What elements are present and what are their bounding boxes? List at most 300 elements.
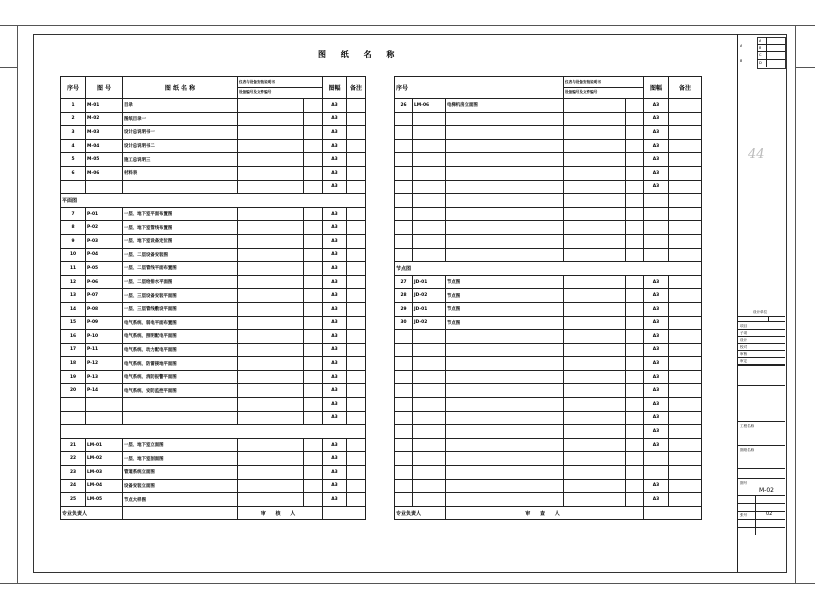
left-cell-note: [347, 370, 366, 384]
right-cell-note: [669, 180, 702, 194]
rev-side-mark-2: B: [740, 59, 743, 63]
right-row: [395, 262, 702, 276]
right-cell-remark-b: [626, 343, 644, 357]
left-header-remark-bottom: 设备编号及文件编号: [239, 90, 272, 94]
sheet-number: 02: [766, 511, 773, 517]
left-header-remark-top: 仪表与设备安装说明书: [238, 78, 322, 88]
right-cell-name: [446, 330, 564, 344]
right-cell-note: [669, 343, 702, 357]
left-cell-no: 23: [61, 466, 86, 480]
left-cell-code: P-12: [86, 357, 123, 371]
right-cell-name: [446, 411, 564, 425]
right-cell-no: [395, 221, 413, 235]
right-cell-code: [413, 139, 446, 153]
right-cell-size: A3: [644, 493, 669, 507]
right-row: [395, 330, 702, 344]
right-cell-no: 29: [395, 302, 413, 316]
right-cell-remark-a: [564, 99, 626, 113]
right-cell-remark-b: [626, 221, 644, 235]
right-cell-no: [395, 153, 413, 167]
rev-line-1: [757, 44, 785, 45]
left-row: [61, 438, 366, 452]
tb-line-11: [737, 511, 785, 512]
right-row: [395, 166, 702, 180]
title-block-field-line: [737, 357, 785, 358]
title-block-field-line: [737, 336, 785, 337]
right-header-remark: [564, 77, 644, 99]
right-cell-remark-b: [626, 207, 644, 221]
left-cell-code: P-11: [86, 343, 123, 357]
right-cell-note: [669, 99, 702, 113]
left-footer-blank: [123, 506, 238, 520]
left-cell-code: LM-03: [86, 466, 123, 480]
left-cell-name: 一层、地下室管线布置图: [123, 221, 238, 235]
tb-line-6: [737, 445, 785, 446]
right-cell-note: [669, 357, 702, 371]
right-row: [395, 466, 702, 480]
left-cell-size: A3: [323, 438, 347, 452]
right-cell-name: [446, 343, 564, 357]
left-cell-remark-a: [238, 112, 304, 126]
right-cell-remark-a: [564, 357, 626, 371]
right-cell-size: A3: [644, 153, 669, 167]
left-row: [61, 466, 366, 480]
left-cell-note: [347, 262, 366, 276]
right-cell-remark-b: [626, 194, 644, 208]
right-cell-no: [395, 357, 413, 371]
title-block-field-line: [737, 329, 785, 330]
right-cell-name: [446, 153, 564, 167]
right-cell-remark-a: [564, 452, 626, 466]
right-cell-code: [413, 234, 446, 248]
right-cell-code: [413, 438, 446, 452]
right-cell-name: [446, 139, 564, 153]
left-cell-code: [86, 398, 123, 412]
left-cell-remark-b: [304, 275, 323, 289]
right-cell-name: [446, 357, 564, 371]
right-cell-remark-a: [564, 411, 626, 425]
frame-left-line: [17, 25, 18, 583]
right-cell-code: [413, 166, 446, 180]
left-row: [61, 234, 366, 248]
left-row: [61, 316, 366, 330]
right-cell-remark-b: [626, 99, 644, 113]
right-cell-remark-a: [564, 493, 626, 507]
left-cell-name: 一层、地下室立面图: [123, 438, 238, 452]
right-cell-size: A3: [644, 302, 669, 316]
right-cell-size: A3: [644, 438, 669, 452]
right-cell-name: [446, 452, 564, 466]
tb-line-8: [737, 478, 785, 479]
left-cell-code: M-04: [86, 139, 123, 153]
drawing-number: M-02: [759, 487, 774, 494]
left-cell-no: [61, 180, 86, 194]
right-cell-code: [413, 384, 446, 398]
right-cell-note: [669, 411, 702, 425]
right-cell-remark-b: [626, 425, 644, 439]
right-cell-size: [644, 221, 669, 235]
left-cell-code: P-05: [86, 262, 123, 276]
right-row: [395, 493, 702, 507]
right-header-remark-bottom: 设备编号及文件编号: [565, 90, 598, 94]
left-row: [61, 139, 366, 153]
company-label: 设计单位: [753, 310, 768, 314]
right-cell-no: [395, 112, 413, 126]
right-cell-note: [669, 153, 702, 167]
right-cell-code: [413, 357, 446, 371]
left-cell-code: P-02: [86, 221, 123, 235]
right-cell-remark-a: [564, 248, 626, 262]
right-row: [395, 194, 702, 208]
left-cell-no: 21: [61, 438, 86, 452]
left-cell-no: 17: [61, 343, 86, 357]
left-cell-code: M-01: [86, 99, 123, 113]
left-cell-code: P-13: [86, 370, 123, 384]
left-cell-remark-b: [304, 207, 323, 221]
left-cell-name: 一层、二层给排水平面图: [123, 275, 238, 289]
right-cell-code: [413, 153, 446, 167]
left-cell-remark-b: [304, 221, 323, 235]
left-cell-no: 4: [61, 139, 86, 153]
left-cell-code: P-03: [86, 234, 123, 248]
left-cell-code: M-03: [86, 126, 123, 140]
right-cell-note: [669, 221, 702, 235]
left-header-no: 序号: [61, 77, 86, 99]
right-cell-code: [413, 370, 446, 384]
tb-vline-1: [768, 316, 769, 321]
right-cell-name: [446, 194, 564, 208]
right-cell-remark-a: [564, 139, 626, 153]
right-cell-remark-a: [564, 153, 626, 167]
left-cell-remark-b: [304, 302, 323, 316]
right-cell-remark-b: [626, 275, 644, 289]
right-footer-responsible: 专业负责人: [395, 506, 446, 520]
left-row: [61, 248, 366, 262]
left-cell-remark-b: [304, 438, 323, 452]
left-row: [61, 289, 366, 303]
right-cell-no: [395, 398, 413, 412]
left-cell-note: [347, 180, 366, 194]
right-cell-note: [669, 139, 702, 153]
left-table-body: [61, 99, 366, 507]
left-cell-code: LM-05: [86, 493, 123, 507]
sheet-title: 图 纸 名 称: [318, 50, 401, 59]
left-row: [61, 99, 366, 113]
rev-label-a: A: [759, 39, 762, 43]
title-block-divider: [737, 34, 738, 572]
right-cell-size: A3: [644, 99, 669, 113]
right-cell-remark-a: [564, 234, 626, 248]
right-cell-no: [395, 452, 413, 466]
left-cell-size: A3: [323, 357, 347, 371]
right-cell-size: A3: [644, 384, 669, 398]
left-cell-code: P-10: [86, 330, 123, 344]
left-cell-name: 电气系统、安防监控平面图: [123, 384, 238, 398]
right-cell-no: [395, 139, 413, 153]
right-cell-size: A3: [644, 330, 669, 344]
right-cell-no: [395, 493, 413, 507]
right-cell-remark-a: [564, 330, 626, 344]
right-cell-size: A3: [644, 316, 669, 330]
title-block-field-label: 项目: [740, 324, 748, 328]
left-cell-size: A3: [323, 493, 347, 507]
right-cell-code: [413, 452, 446, 466]
left-row: [61, 479, 366, 493]
left-cell-name: [123, 180, 238, 194]
left-header-code: 图 号: [86, 77, 123, 99]
left-row: [61, 384, 366, 398]
right-row: [395, 207, 702, 221]
right-drawing-list-table: [394, 76, 702, 520]
left-cell-no: 5: [61, 153, 86, 167]
right-cell-size: A3: [644, 275, 669, 289]
left-cell-code: LM-01: [86, 438, 123, 452]
left-cell-no: 1: [61, 99, 86, 113]
left-cell-remark-a: [238, 343, 304, 357]
left-cell-note: [347, 330, 366, 344]
right-cell-note: [669, 166, 702, 180]
right-cell-remark-b: [626, 248, 644, 262]
right-cell-remark-a: [564, 398, 626, 412]
right-cell-name: [446, 493, 564, 507]
tb-line-4: [737, 385, 785, 386]
left-cell-note: [347, 234, 366, 248]
frame-ext-left: [0, 67, 17, 68]
tb-line-2: [737, 321, 785, 322]
left-cell-note: [347, 302, 366, 316]
right-cell-remark-a: [564, 166, 626, 180]
right-cell-name: [446, 234, 564, 248]
left-row: [61, 207, 366, 221]
right-cell-no: [395, 234, 413, 248]
right-cell-note: [669, 112, 702, 126]
right-row: [395, 302, 702, 316]
left-cell-no: [61, 411, 86, 425]
left-row: [61, 180, 366, 194]
left-cell-size: A3: [323, 343, 347, 357]
rev-vline: [766, 37, 767, 67]
right-cell-remark-b: [626, 302, 644, 316]
left-cell-remark-b: [304, 180, 323, 194]
left-cell-remark-a: [238, 262, 304, 276]
right-row: [395, 248, 702, 262]
left-cell-remark-b: [304, 112, 323, 126]
right-row: [395, 99, 702, 113]
right-header-remark-top: 仪表与设备安装说明书: [564, 78, 643, 88]
right-header-size: 图幅: [644, 77, 669, 99]
right-cell-size: [644, 234, 669, 248]
right-cell-remark-b: [626, 153, 644, 167]
left-cell-size: A3: [323, 221, 347, 235]
left-cell-size: A3: [323, 411, 347, 425]
right-cell-remark-b: [626, 180, 644, 194]
left-cell-remark-b: [304, 234, 323, 248]
left-cell-remark-b: [304, 262, 323, 276]
right-cell-size: A3: [644, 370, 669, 384]
right-cell-name: [446, 438, 564, 452]
right-cell-remark-b: [626, 316, 644, 330]
drawing-number-label: 图号: [740, 481, 748, 485]
left-cell-size: A3: [323, 289, 347, 303]
left-cell-note: [347, 126, 366, 140]
right-cell-size: [644, 248, 669, 262]
right-row: [395, 452, 702, 466]
handwritten-mark: 44: [748, 147, 765, 162]
right-cell-note: [669, 234, 702, 248]
left-cell-remark-a: [238, 398, 304, 412]
right-cell-name: [446, 166, 564, 180]
right-cell-note: [669, 493, 702, 507]
right-cell-no: [395, 166, 413, 180]
right-cell-no: 27: [395, 275, 413, 289]
right-cell-name: 节点图: [446, 316, 564, 330]
right-cell-no: [395, 425, 413, 439]
right-cell-remark-b: [626, 126, 644, 140]
left-cell-name: [123, 398, 238, 412]
left-cell-note: [347, 452, 366, 466]
left-cell-name: 电气系统、消防报警平面图: [123, 370, 238, 384]
rev-line-3: [757, 59, 785, 60]
right-cell-name: [446, 466, 564, 480]
right-cell-no: [395, 194, 413, 208]
left-cell-remark-a: [238, 99, 304, 113]
right-cell-size: A3: [644, 166, 669, 180]
left-cell-remark-a: [238, 153, 304, 167]
left-cell-remark-a: [238, 370, 304, 384]
left-cell-remark-b: [304, 370, 323, 384]
left-cell-remark-b: [304, 398, 323, 412]
left-row: [61, 357, 366, 371]
right-cell-code: [413, 330, 446, 344]
left-cell-code: [86, 411, 123, 425]
right-cell-remark-a: [564, 180, 626, 194]
left-cell-no: 2: [61, 112, 86, 126]
right-cell-remark-a: [564, 479, 626, 493]
left-cell-code: LM-04: [86, 479, 123, 493]
left-section-label: 平面图: [61, 194, 366, 208]
left-cell-remark-b: [304, 493, 323, 507]
right-cell-no: 30: [395, 316, 413, 330]
left-cell-size: A3: [323, 153, 347, 167]
tb-line-12: [737, 519, 785, 520]
right-row: [395, 275, 702, 289]
left-cell-note: [347, 207, 366, 221]
left-cell-size: A3: [323, 316, 347, 330]
right-row: [395, 425, 702, 439]
left-cell-remark-a: [238, 248, 304, 262]
right-cell-remark-a: [564, 438, 626, 452]
right-row: [395, 398, 702, 412]
left-cell-no: 11: [61, 262, 86, 276]
right-cell-no: 26: [395, 99, 413, 113]
right-row: [395, 411, 702, 425]
right-cell-name: [446, 248, 564, 262]
right-cell-code: JD-02: [413, 316, 446, 330]
right-cell-no: [395, 207, 413, 221]
left-cell-remark-b: [304, 153, 323, 167]
left-row: [61, 302, 366, 316]
left-row: [61, 126, 366, 140]
left-cell-size: A3: [323, 234, 347, 248]
right-cell-note: [669, 466, 702, 480]
left-cell-size: A3: [323, 466, 347, 480]
title-block-field-label: 审定: [740, 359, 748, 363]
left-cell-remark-a: [238, 316, 304, 330]
left-row: [61, 112, 366, 126]
rev-label-d: D: [759, 61, 762, 65]
rev-label-b: B: [759, 46, 762, 50]
left-cell-name: 一层、三层设备安装平面图: [123, 289, 238, 303]
left-cell-size: A3: [323, 248, 347, 262]
right-table-body: [395, 99, 702, 507]
left-cell-no: 19: [61, 370, 86, 384]
right-cell-remark-b: [626, 398, 644, 412]
left-cell-no: 22: [61, 452, 86, 466]
left-cell-remark-a: [238, 330, 304, 344]
title-block-field-label: 设计: [740, 338, 748, 342]
right-row: [395, 126, 702, 140]
frame-top-line: [0, 25, 815, 26]
right-cell-code: [413, 194, 446, 208]
right-cell-code: [413, 493, 446, 507]
left-cell-remark-a: [238, 207, 304, 221]
right-header-note: 备注: [669, 77, 702, 99]
left-footer-sign: [323, 506, 366, 520]
left-row: [61, 275, 366, 289]
left-cell-no: 24: [61, 479, 86, 493]
right-footer-reviewer: 审 查 人: [446, 506, 644, 520]
left-cell-note: [347, 438, 366, 452]
left-cell-no: 9: [61, 234, 86, 248]
right-cell-note: [669, 479, 702, 493]
right-row: [395, 221, 702, 235]
left-cell-name: 施工总说明三: [123, 153, 238, 167]
right-row: [395, 479, 702, 493]
left-row: [61, 370, 366, 384]
left-cell-code: M-02: [86, 112, 123, 126]
left-cell-note: [347, 139, 366, 153]
right-cell-size: A3: [644, 180, 669, 194]
right-cell-remark-b: [626, 330, 644, 344]
left-header-size: 图幅: [323, 77, 347, 99]
left-cell-no: 3: [61, 126, 86, 140]
left-cell-note: [347, 343, 366, 357]
right-cell-name: 节点图: [446, 302, 564, 316]
right-cell-size: [644, 207, 669, 221]
left-cell-no: 8: [61, 221, 86, 235]
left-header-name: 图 纸 名 称: [123, 77, 238, 99]
left-cell-code: P-06: [86, 275, 123, 289]
right-cell-remark-b: [626, 289, 644, 303]
left-cell-note: [347, 493, 366, 507]
left-cell-no: 10: [61, 248, 86, 262]
right-cell-no: [395, 438, 413, 452]
title-block-field-line: [737, 343, 785, 344]
right-cell-note: [669, 275, 702, 289]
right-cell-note: [669, 452, 702, 466]
right-cell-size: A3: [644, 343, 669, 357]
left-cell-no: 14: [61, 302, 86, 316]
left-cell-note: [347, 248, 366, 262]
rev-side-mark-1: A: [740, 44, 743, 48]
right-cell-code: [413, 398, 446, 412]
left-cell-remark-b: [304, 248, 323, 262]
right-cell-note: [669, 194, 702, 208]
drawing-name-label: 图纸名称: [740, 448, 755, 452]
right-cell-size: A3: [644, 112, 669, 126]
right-cell-code: [413, 180, 446, 194]
title-block-field-label: 审核: [740, 352, 748, 356]
